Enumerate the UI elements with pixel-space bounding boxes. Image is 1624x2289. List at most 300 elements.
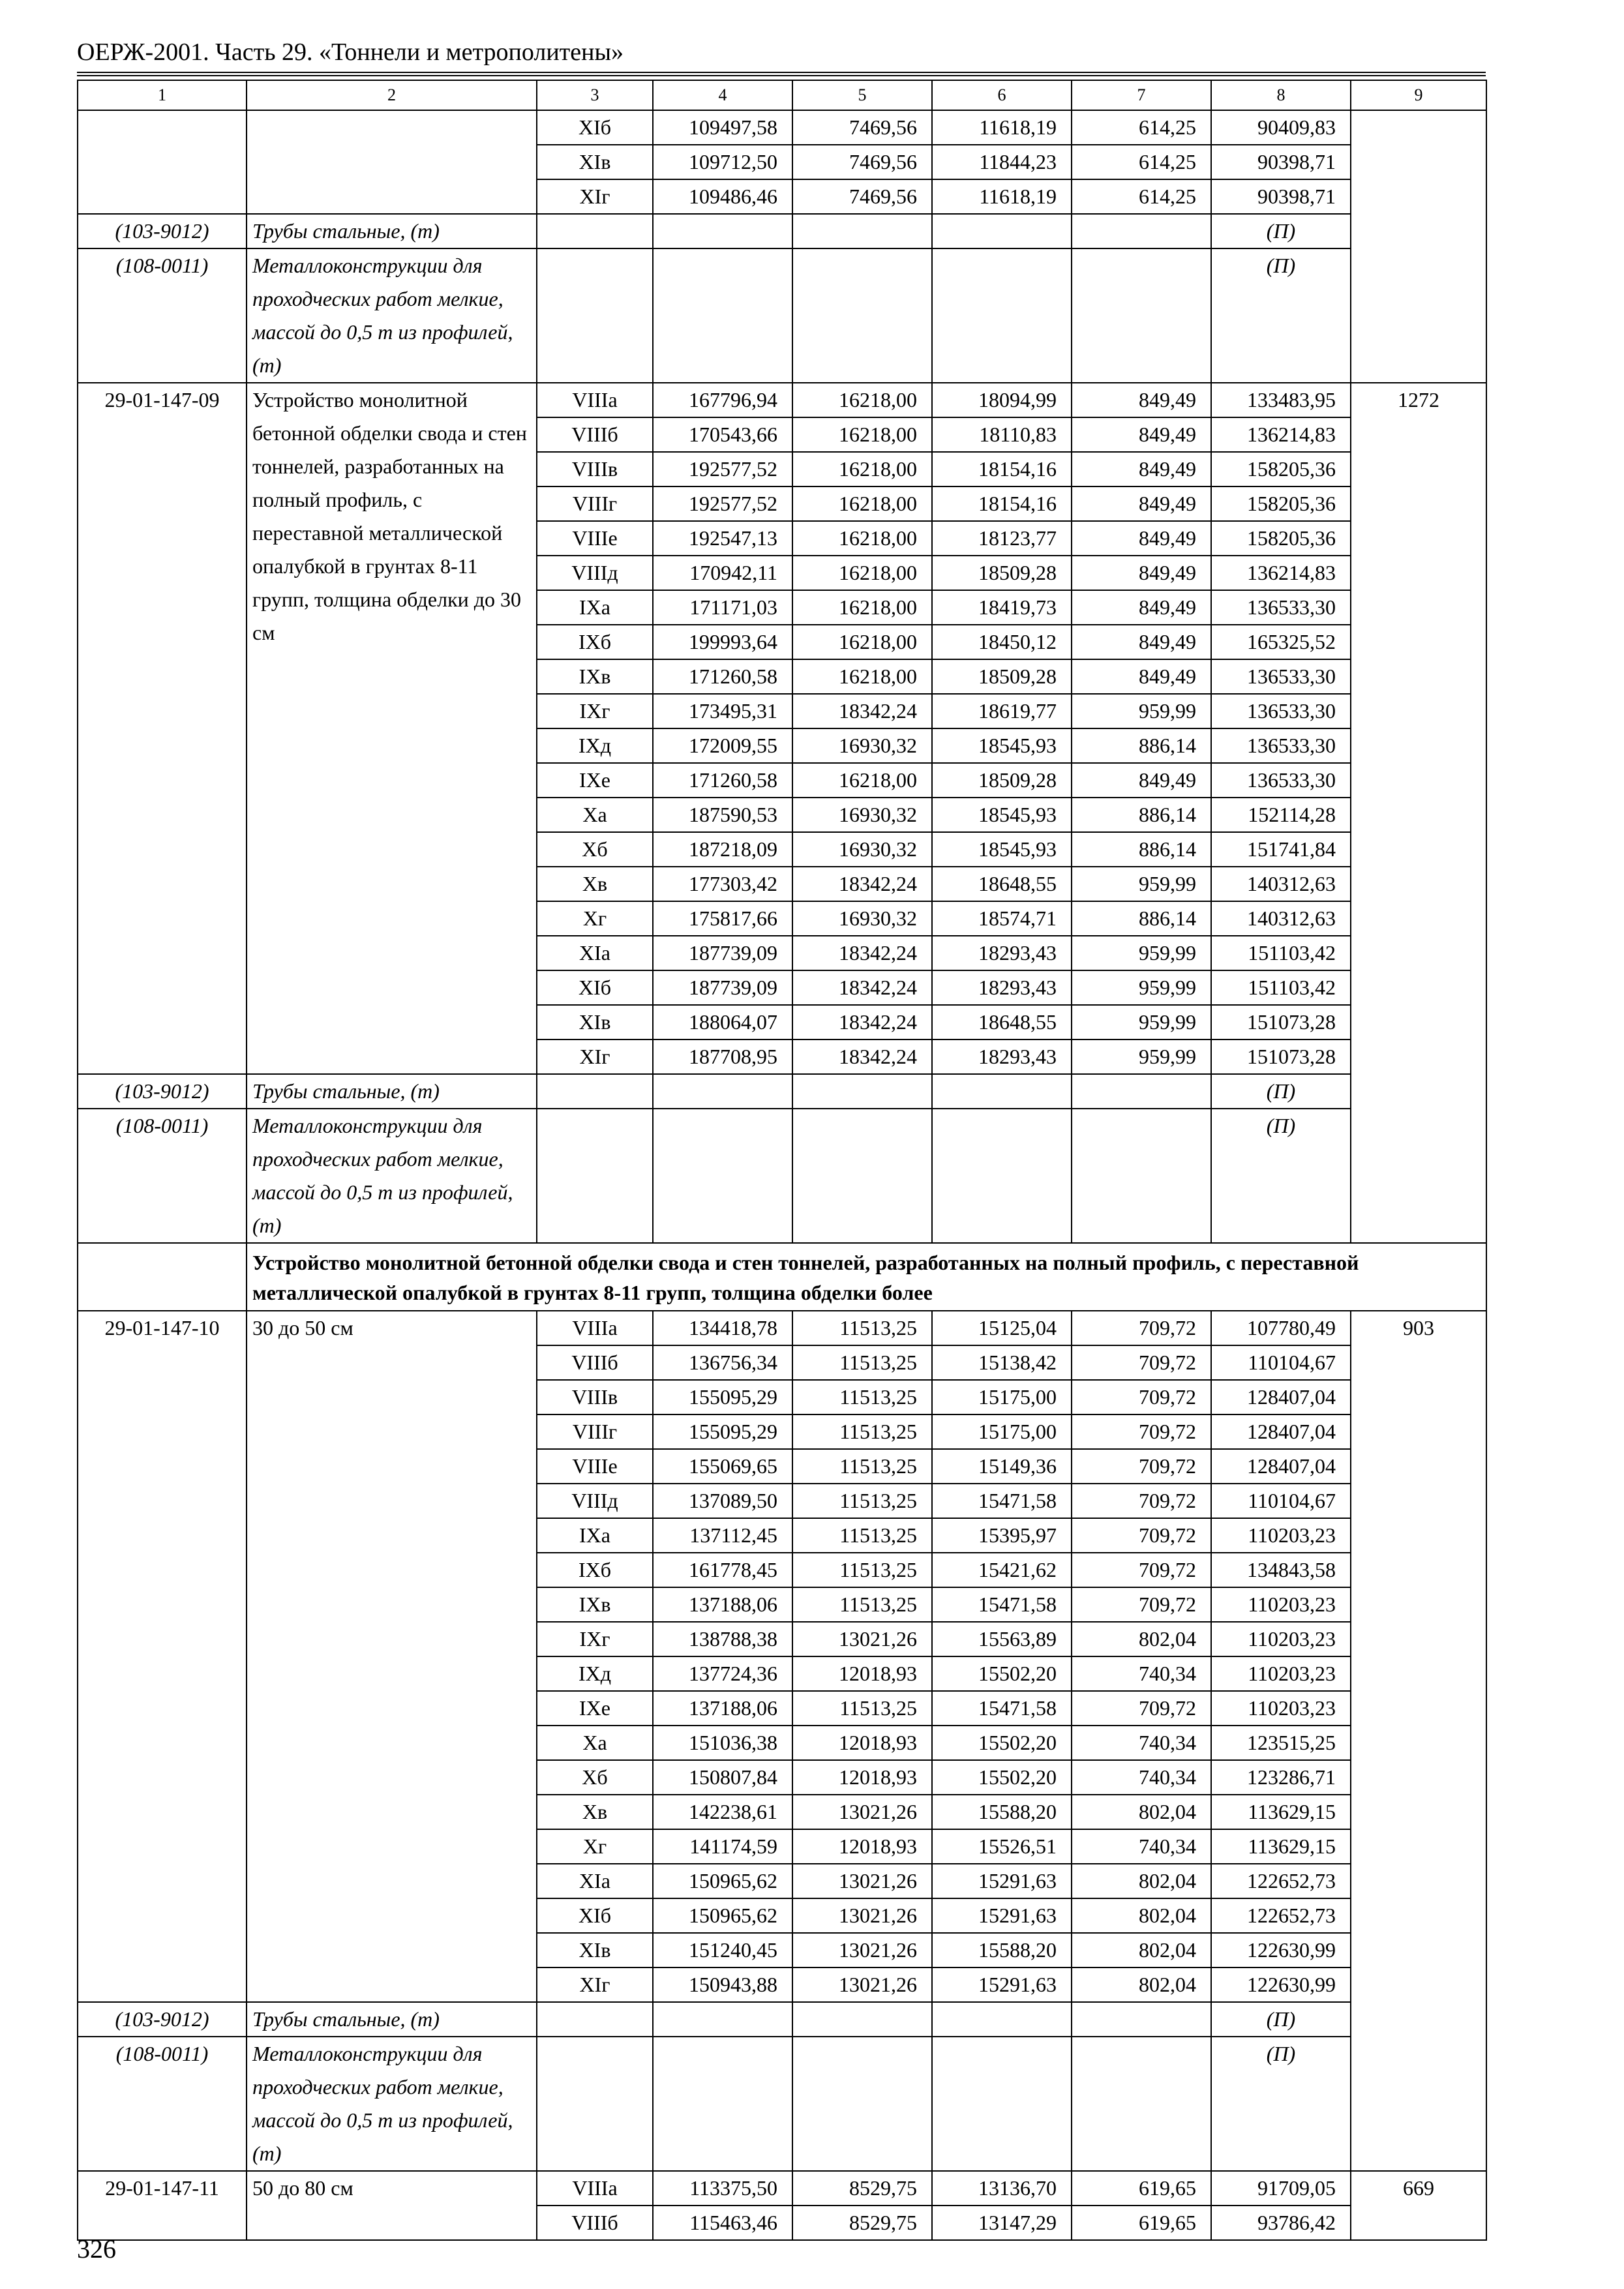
ground-category: IXв [537, 1587, 653, 1622]
section-title-row [78, 1243, 1486, 1311]
cost-value: 802,04 [1072, 1898, 1211, 1933]
cost-value: 128407,04 [1211, 1380, 1351, 1414]
labor-value [1351, 110, 1486, 383]
labor-value: 903 [1351, 1311, 1486, 2171]
empty-cell [1072, 1074, 1211, 1109]
cost-value: 18342,24 [792, 1005, 932, 1040]
cost-value: 16930,32 [792, 728, 932, 763]
cost-value: 18342,24 [792, 936, 932, 970]
cost-value: 959,99 [1072, 1040, 1211, 1074]
cost-value: 18342,24 [792, 694, 932, 728]
rate-code: 29-01-147-09 [78, 383, 247, 1074]
cost-value: 619,65 [1072, 2171, 1211, 2206]
column-number: 5 [792, 80, 932, 110]
empty-cell [78, 1243, 247, 1311]
cost-value: 18574,71 [932, 901, 1072, 936]
cost-value: 12018,93 [792, 1726, 932, 1760]
cost-value: 150807,84 [653, 1760, 792, 1795]
cost-value: 136533,30 [1211, 694, 1351, 728]
empty-cell [653, 1074, 792, 1109]
cost-value: 171171,03 [653, 590, 792, 625]
ground-category: VIIIе [537, 1449, 653, 1484]
ground-category: Xб [537, 1760, 653, 1795]
cost-value: 141174,59 [653, 1829, 792, 1864]
material-name: Трубы стальные, (т) [247, 2002, 537, 2037]
cost-value: 8529,75 [792, 2206, 932, 2240]
cost-value: 15291,63 [932, 1864, 1072, 1898]
cost-value: 167796,94 [653, 383, 792, 417]
header-rule [77, 72, 1486, 73]
cost-value: 13136,70 [932, 2171, 1072, 2206]
empty-cell [537, 1109, 653, 1243]
cost-value: 13147,29 [932, 2206, 1072, 2240]
ground-category: VIIIв [537, 1380, 653, 1414]
cost-value: 709,72 [1072, 1587, 1211, 1622]
cost-value: 110203,23 [1211, 1622, 1351, 1656]
ground-category: XIг [537, 1967, 653, 2002]
empty-cell [1072, 214, 1211, 248]
empty-cell [653, 2037, 792, 2171]
ground-category: XIб [537, 970, 653, 1005]
material-name: Металлоконструкции для проходческих работ мелкие, массой до 0,5 т из профилей, (т) [247, 2037, 537, 2171]
cost-value: 12018,93 [792, 1760, 932, 1795]
cost-value: 614,25 [1072, 145, 1211, 179]
table-row [78, 383, 1486, 417]
material-name: Трубы стальные, (т) [247, 214, 537, 248]
cost-value: 170543,66 [653, 417, 792, 452]
ground-category: Xв [537, 1795, 653, 1829]
column-number: 9 [1351, 80, 1486, 110]
cost-value: 173495,31 [653, 694, 792, 728]
cost-value: 11513,25 [792, 1449, 932, 1484]
cost-value: 959,99 [1072, 1005, 1211, 1040]
ground-category: IXд [537, 728, 653, 763]
material-row [78, 1109, 1486, 1243]
cost-value: 18110,83 [932, 417, 1072, 452]
cost-value: 959,99 [1072, 936, 1211, 970]
ground-category: VIIIа [537, 383, 653, 417]
cost-value: 15138,42 [932, 1345, 1072, 1380]
cost-value: 151741,84 [1211, 832, 1351, 867]
cost-value: 15175,00 [932, 1380, 1072, 1414]
rate-code: 29-01-147-10 [78, 1311, 247, 2002]
cost-value: 109486,46 [653, 179, 792, 214]
material-row [78, 2037, 1486, 2171]
material-name: Металлоконструкции для проходческих работ мелкие, массой до 0,5 т из профилей, (т) [247, 248, 537, 383]
cost-value: 849,49 [1072, 659, 1211, 694]
cost-value: 18293,43 [932, 936, 1072, 970]
cost-value: 802,04 [1072, 1795, 1211, 1829]
cost-value: 849,49 [1072, 486, 1211, 521]
cost-value: 16218,00 [792, 383, 932, 417]
ground-category: IXг [537, 694, 653, 728]
cost-value: 18450,12 [932, 625, 1072, 659]
table-row [78, 1311, 1486, 1345]
empty-cell [653, 2002, 792, 2037]
cost-value: 709,72 [1072, 1311, 1211, 1345]
material-value: (П) [1211, 1109, 1351, 1243]
cost-value: 13021,26 [792, 1967, 932, 2002]
ground-category: VIIIд [537, 556, 653, 590]
ground-category: IXв [537, 659, 653, 694]
cost-value: 15502,20 [932, 1760, 1072, 1795]
cost-value: 11513,25 [792, 1518, 932, 1553]
cost-value: 113629,15 [1211, 1795, 1351, 1829]
cost-value: 188064,07 [653, 1005, 792, 1040]
cost-value: 18154,16 [932, 486, 1072, 521]
cost-value: 15175,00 [932, 1414, 1072, 1449]
cost-value: 158205,36 [1211, 452, 1351, 486]
material-code: (108-0011) [78, 2037, 247, 2171]
column-number: 1 [78, 80, 247, 110]
cost-value: 155095,29 [653, 1380, 792, 1414]
cost-value: 150943,88 [653, 1967, 792, 2002]
cost-value: 740,34 [1072, 1760, 1211, 1795]
cost-value: 110104,67 [1211, 1345, 1351, 1380]
cost-value: 110203,23 [1211, 1518, 1351, 1553]
cost-value: 15502,20 [932, 1726, 1072, 1760]
cost-value: 134843,58 [1211, 1553, 1351, 1587]
ground-category: VIIIв [537, 452, 653, 486]
cost-value: 709,72 [1072, 1414, 1211, 1449]
cost-value: 137188,06 [653, 1587, 792, 1622]
cost-value: 171260,58 [653, 763, 792, 798]
ground-category: IXб [537, 625, 653, 659]
cost-value: 740,34 [1072, 1726, 1211, 1760]
empty-cell [792, 2002, 932, 2037]
cost-value: 170942,11 [653, 556, 792, 590]
cost-value: 16218,00 [792, 590, 932, 625]
cost-value: 7469,56 [792, 179, 932, 214]
labor-value: 669 [1351, 2171, 1486, 2240]
cost-value: 11513,25 [792, 1345, 932, 1380]
material-code: (103-9012) [78, 214, 247, 248]
cost-value: 137724,36 [653, 1656, 792, 1691]
cost-value: 140312,63 [1211, 901, 1351, 936]
rate-code [78, 110, 247, 214]
material-row [78, 248, 1486, 383]
cost-value: 109712,50 [653, 145, 792, 179]
cost-value: 158205,36 [1211, 521, 1351, 556]
header-rule-2 [77, 75, 1486, 76]
cost-value: 18509,28 [932, 556, 1072, 590]
empty-cell [932, 2037, 1072, 2171]
empty-cell [1072, 248, 1211, 383]
ground-category: IXа [537, 1518, 653, 1553]
cost-value: 187590,53 [653, 798, 792, 832]
ground-category: Xа [537, 1726, 653, 1760]
ground-category: IXб [537, 1553, 653, 1587]
cost-value: 91709,05 [1211, 2171, 1351, 2206]
cost-value: 13021,26 [792, 1622, 932, 1656]
column-number: 8 [1211, 80, 1351, 110]
ground-category: IXа [537, 590, 653, 625]
empty-cell [537, 2037, 653, 2171]
cost-value: 15291,63 [932, 1898, 1072, 1933]
cost-value: 158205,36 [1211, 486, 1351, 521]
cost-value: 18123,77 [932, 521, 1072, 556]
cost-value: 886,14 [1072, 832, 1211, 867]
empty-cell [792, 2037, 932, 2171]
cost-value: 151103,42 [1211, 970, 1351, 1005]
ground-category: XIа [537, 1864, 653, 1898]
cost-value: 123515,25 [1211, 1726, 1351, 1760]
cost-value: 802,04 [1072, 1622, 1211, 1656]
cost-value: 11844,23 [932, 145, 1072, 179]
cost-value: 16218,00 [792, 659, 932, 694]
cost-value: 152114,28 [1211, 798, 1351, 832]
cost-value: 709,72 [1072, 1518, 1211, 1553]
cost-value: 115463,46 [653, 2206, 792, 2240]
cost-value: 151240,45 [653, 1933, 792, 1967]
empty-cell [932, 2002, 1072, 2037]
cost-value: 15125,04 [932, 1311, 1072, 1345]
cost-value: 136533,30 [1211, 763, 1351, 798]
cost-value: 172009,55 [653, 728, 792, 763]
cost-value: 137188,06 [653, 1691, 792, 1726]
cost-value: 18648,55 [932, 867, 1072, 901]
cost-value: 187708,95 [653, 1040, 792, 1074]
empty-cell [932, 214, 1072, 248]
cost-value: 192547,13 [653, 521, 792, 556]
cost-value: 614,25 [1072, 110, 1211, 145]
cost-value: 151073,28 [1211, 1040, 1351, 1074]
cost-value: 959,99 [1072, 694, 1211, 728]
cost-value: 13021,26 [792, 1795, 932, 1829]
empty-cell [792, 1074, 932, 1109]
ground-category: XIв [537, 1933, 653, 1967]
empty-cell [1072, 2037, 1211, 2171]
cost-value: 11513,25 [792, 1380, 932, 1414]
cost-value: 140312,63 [1211, 867, 1351, 901]
cost-value: 7469,56 [792, 145, 932, 179]
cost-value: 161778,45 [653, 1553, 792, 1587]
cost-value: 15395,97 [932, 1518, 1072, 1553]
empty-cell [792, 248, 932, 383]
cost-value: 8529,75 [792, 2171, 932, 2206]
cost-value: 18648,55 [932, 1005, 1072, 1040]
cost-value: 959,99 [1072, 867, 1211, 901]
section-title: Устройство монолитной бетонной обделки свода и стен тоннелей, разработанных на полный профиль, с переставной металлической опалубкой в грунтах 8-11 групп, толщина обделки более [247, 1243, 1486, 1311]
cost-value: 18342,24 [792, 1040, 932, 1074]
material-name: Металлоконструкции для проходческих работ мелкие, массой до 0,5 т из профилей, (т) [247, 1109, 537, 1243]
cost-value: 150965,62 [653, 1898, 792, 1933]
table-row [78, 2171, 1486, 2206]
ground-category: Xб [537, 832, 653, 867]
cost-value: 171260,58 [653, 659, 792, 694]
cost-value: 15471,58 [932, 1484, 1072, 1518]
cost-value: 11618,19 [932, 179, 1072, 214]
cost-value: 16218,00 [792, 486, 932, 521]
empty-cell [537, 1074, 653, 1109]
cost-value: 11513,25 [792, 1484, 932, 1518]
cost-value: 18545,93 [932, 728, 1072, 763]
cost-value: 134418,78 [653, 1311, 792, 1345]
cost-value: 151103,42 [1211, 936, 1351, 970]
ground-category: VIIIд [537, 1484, 653, 1518]
cost-value: 90409,83 [1211, 110, 1351, 145]
material-row [78, 2002, 1486, 2037]
cost-value: 13021,26 [792, 1933, 932, 1967]
cost-value: 11513,25 [792, 1414, 932, 1449]
cost-value: 107780,49 [1211, 1311, 1351, 1345]
ground-category: VIIIб [537, 417, 653, 452]
cost-value: 110203,23 [1211, 1656, 1351, 1691]
cost-value: 886,14 [1072, 728, 1211, 763]
page-header: ОЕРЖ-2001. Часть 29. «Тоннели и метрополитены» [77, 38, 624, 66]
cost-value: 13021,26 [792, 1864, 932, 1898]
cost-value: 165325,52 [1211, 625, 1351, 659]
ground-category: VIIIг [537, 486, 653, 521]
cost-value: 110104,67 [1211, 1484, 1351, 1518]
cost-value: 11618,19 [932, 110, 1072, 145]
cost-value: 709,72 [1072, 1484, 1211, 1518]
cost-value: 18342,24 [792, 970, 932, 1005]
material-value: (П) [1211, 214, 1351, 248]
cost-value: 849,49 [1072, 383, 1211, 417]
cost-value: 709,72 [1072, 1345, 1211, 1380]
cost-value: 15563,89 [932, 1622, 1072, 1656]
column-number: 7 [1072, 80, 1211, 110]
column-numbers-row [78, 80, 1486, 110]
cost-value: 709,72 [1072, 1380, 1211, 1414]
cost-value: 849,49 [1072, 452, 1211, 486]
cost-value: 177303,42 [653, 867, 792, 901]
cost-value: 802,04 [1072, 1967, 1211, 2002]
empty-cell [537, 214, 653, 248]
cost-value: 151036,38 [653, 1726, 792, 1760]
cost-value: 15588,20 [932, 1933, 1072, 1967]
cost-value: 187739,09 [653, 970, 792, 1005]
cost-value: 128407,04 [1211, 1414, 1351, 1449]
rate-description: 30 до 50 см [247, 1311, 537, 2002]
cost-value: 122652,73 [1211, 1898, 1351, 1933]
empty-cell [792, 214, 932, 248]
ground-category: XIв [537, 1005, 653, 1040]
empty-cell [932, 248, 1072, 383]
ground-category: VIIIа [537, 2171, 653, 2206]
cost-value: 113629,15 [1211, 1829, 1351, 1864]
cost-value: 18509,28 [932, 659, 1072, 694]
cost-value: 849,49 [1072, 417, 1211, 452]
cost-value: 15471,58 [932, 1587, 1072, 1622]
cost-value: 16218,00 [792, 452, 932, 486]
ground-category: Xв [537, 867, 653, 901]
cost-value: 136214,83 [1211, 417, 1351, 452]
material-row [78, 1074, 1486, 1109]
empty-cell [653, 214, 792, 248]
cost-value: 18545,93 [932, 798, 1072, 832]
ground-category: IXг [537, 1622, 653, 1656]
cost-value: 12018,93 [792, 1829, 932, 1864]
cost-value: 18293,43 [932, 1040, 1072, 1074]
cost-value: 849,49 [1072, 625, 1211, 659]
cost-value: 18545,93 [932, 832, 1072, 867]
cost-value: 614,25 [1072, 179, 1211, 214]
material-code: (108-0011) [78, 248, 247, 383]
cost-value: 18619,77 [932, 694, 1072, 728]
cost-value: 849,49 [1072, 521, 1211, 556]
material-value: (П) [1211, 2002, 1351, 2037]
cost-value: 886,14 [1072, 798, 1211, 832]
cost-value: 133483,95 [1211, 383, 1351, 417]
cost-value: 187218,09 [653, 832, 792, 867]
ground-category: VIIIа [537, 1311, 653, 1345]
page-number: 326 [77, 2234, 116, 2264]
cost-value: 7469,56 [792, 110, 932, 145]
column-number: 6 [932, 80, 1072, 110]
cost-value: 15291,63 [932, 1967, 1072, 2002]
cost-value: 15588,20 [932, 1795, 1072, 1829]
ground-category: IXе [537, 1691, 653, 1726]
ground-category: VIIIг [537, 1414, 653, 1449]
column-number: 2 [247, 80, 537, 110]
cost-value: 15502,20 [932, 1656, 1072, 1691]
material-row [78, 214, 1486, 248]
cost-value: 122652,73 [1211, 1864, 1351, 1898]
cost-value: 128407,04 [1211, 1449, 1351, 1484]
cost-value: 849,49 [1072, 556, 1211, 590]
rate-description: 50 до 80 см [247, 2171, 537, 2240]
cost-value: 740,34 [1072, 1656, 1211, 1691]
cost-value: 886,14 [1072, 901, 1211, 936]
cost-value: 16930,32 [792, 798, 932, 832]
cost-value: 110203,23 [1211, 1587, 1351, 1622]
cost-value: 137112,45 [653, 1518, 792, 1553]
column-number: 3 [537, 80, 653, 110]
empty-cell [932, 1074, 1072, 1109]
rates-table [77, 80, 1487, 2241]
cost-value: 11513,25 [792, 1311, 932, 1345]
cost-value: 151073,28 [1211, 1005, 1351, 1040]
cost-value: 11513,25 [792, 1691, 932, 1726]
labor-value: 1272 [1351, 383, 1486, 1243]
material-value: (П) [1211, 248, 1351, 383]
cost-value: 849,49 [1072, 590, 1211, 625]
cost-value: 709,72 [1072, 1691, 1211, 1726]
cost-value: 802,04 [1072, 1864, 1211, 1898]
cost-value: 18154,16 [932, 452, 1072, 486]
cost-value: 18293,43 [932, 970, 1072, 1005]
cost-value: 199993,64 [653, 625, 792, 659]
cost-value: 110203,23 [1211, 1691, 1351, 1726]
cost-value: 136533,30 [1211, 728, 1351, 763]
cost-value: 18342,24 [792, 867, 932, 901]
cost-value: 155069,65 [653, 1449, 792, 1484]
cost-value: 740,34 [1072, 1829, 1211, 1864]
cost-value: 16218,00 [792, 556, 932, 590]
cost-value: 11513,25 [792, 1553, 932, 1587]
cost-value: 113375,50 [653, 2171, 792, 2206]
cost-value: 90398,71 [1211, 179, 1351, 214]
empty-cell [792, 1109, 932, 1243]
cost-value: 16218,00 [792, 417, 932, 452]
ground-category: IXе [537, 763, 653, 798]
ground-category: VIIIб [537, 2206, 653, 2240]
cost-value: 16930,32 [792, 901, 932, 936]
rate-description: Устройство монолитной бетонной обделки свода и стен тоннелей, разработанных на полный профиль, с переставной металлической опалубкой в грунтах 8-11 групп, толщина обделки до 30 см [247, 383, 537, 1074]
cost-value: 122630,99 [1211, 1967, 1351, 2002]
empty-cell [653, 1109, 792, 1243]
empty-cell [1072, 2002, 1211, 2037]
ground-category: XIа [537, 936, 653, 970]
cost-value: 16218,00 [792, 763, 932, 798]
material-name: Трубы стальные, (т) [247, 1074, 537, 1109]
cost-value: 18509,28 [932, 763, 1072, 798]
cost-value: 959,99 [1072, 970, 1211, 1005]
ground-category: XIг [537, 179, 653, 214]
cost-value: 15526,51 [932, 1829, 1072, 1864]
